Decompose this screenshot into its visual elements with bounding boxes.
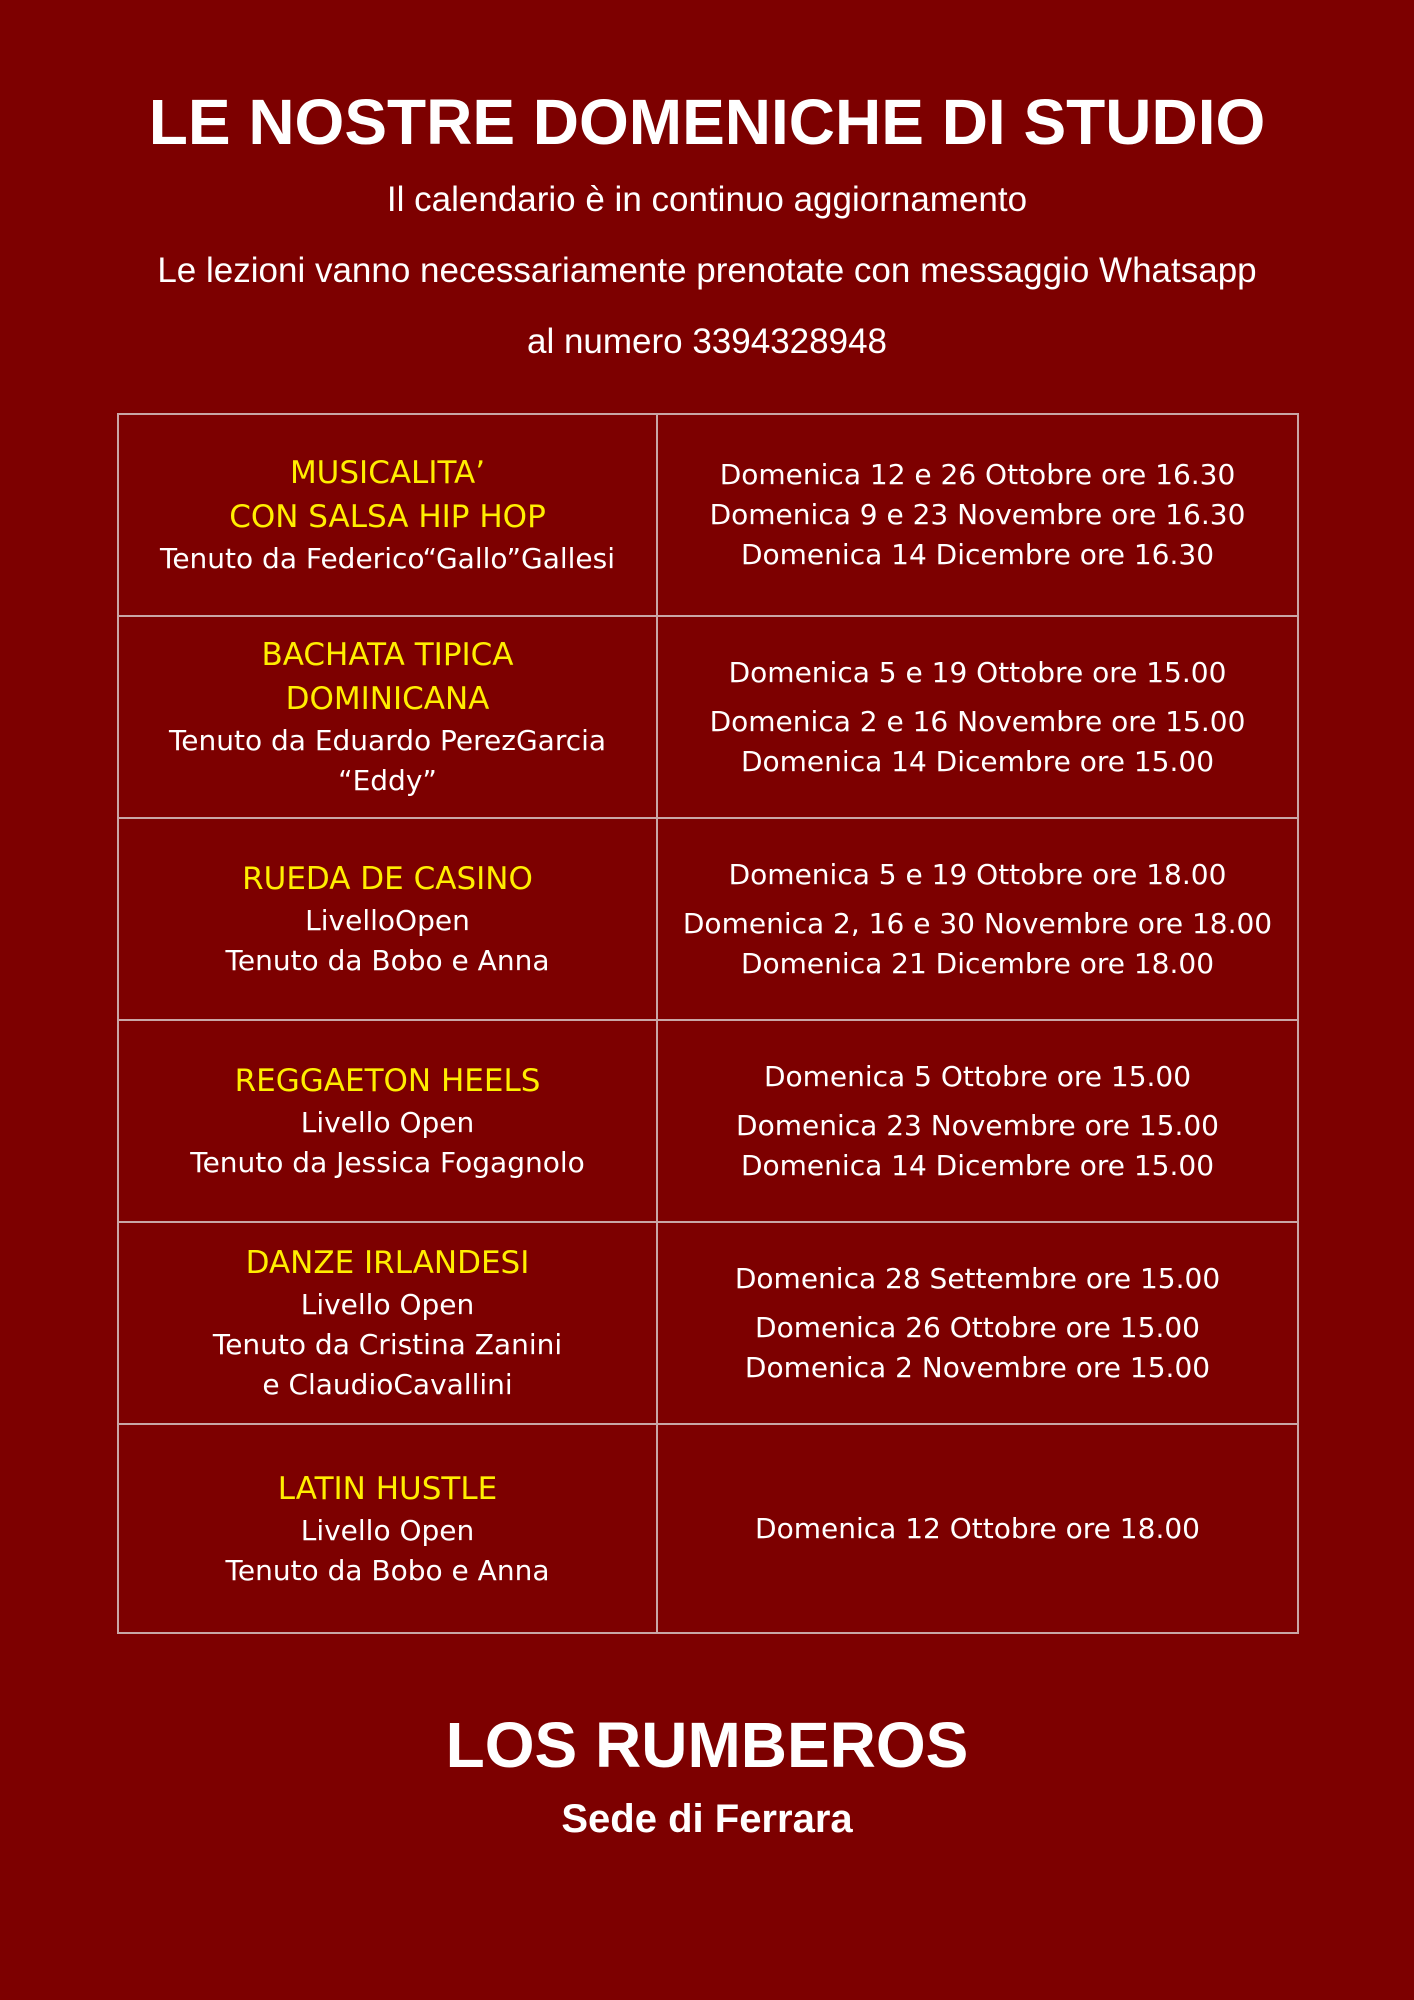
page-header — [0, 82, 1414, 377]
course-name: REGGAETON HEELS — [234, 1063, 541, 1099]
date-entry: Domenica 14 Dicembre ore 15.00 — [740, 1148, 1215, 1182]
course-teacher-2: e ClaudioCavallini — [262, 1368, 513, 1401]
date-entry: Domenica 2 e 16 Novembre ore 15.00 — [709, 704, 1246, 738]
dates-cell — [657, 1424, 1298, 1633]
dates-cell — [657, 616, 1298, 818]
course-teacher: Tenuto da Bobo e Anna — [225, 944, 550, 977]
course-cell — [118, 818, 657, 1020]
brand-location: Sede di Ferrara — [561, 1797, 853, 1841]
course-cell — [118, 616, 657, 818]
date-entry: Domenica 14 Dicembre ore 15.00 — [740, 744, 1215, 778]
course-teacher-nickname: “Eddy” — [338, 764, 437, 797]
date-entry: Domenica 2 Novembre ore 15.00 — [744, 1350, 1211, 1384]
date-entry: Domenica 5 e 19 Ottobre ore 18.00 — [728, 857, 1227, 891]
table-row — [118, 1424, 1298, 1633]
table-row — [118, 414, 1298, 616]
course-teacher: Tenuto da Cristina Zanini — [212, 1328, 563, 1361]
table-row — [118, 1222, 1298, 1424]
dates-cell — [657, 1020, 1298, 1222]
date-entry: Domenica 14 Dicembre ore 16.30 — [740, 538, 1215, 571]
course-teacher: Tenuto da Eduardo PerezGarcia — [168, 724, 607, 757]
date-entry: Domenica 5 e 19 Ottobre ore 15.00 — [728, 655, 1227, 689]
date-entry: Domenica 12 Ottobre ore 18.00 — [755, 1511, 1200, 1545]
date-entry: Domenica 23 Novembre ore 15.00 — [736, 1108, 1219, 1142]
page-footer — [0, 1705, 1414, 1847]
course-name: BACHATA TIPICA DOMINICANA — [261, 637, 514, 717]
dates-cell — [657, 1222, 1298, 1424]
date-entry: Domenica 28 Settembre ore 15.00 — [734, 1261, 1221, 1295]
date-entry: Domenica 26 Ottobre ore 15.00 — [755, 1310, 1200, 1344]
table-row — [118, 1020, 1298, 1222]
course-level: Livello Open — [300, 1106, 475, 1139]
course-cell — [118, 414, 657, 616]
course-cell — [118, 1424, 657, 1633]
booking-note: Le lezioni vanno necessariamente prenotate con messaggio Whatsapp — [157, 251, 1257, 290]
course-teacher: Tenuto da Jessica Fogagnolo — [190, 1146, 585, 1179]
course-cell — [118, 1020, 657, 1222]
course-name: MUSICALITA’ CON SALSA HIP HOP — [229, 455, 546, 535]
course-level: Livello Open — [300, 1288, 475, 1321]
dates-cell — [657, 414, 1298, 616]
schedule-table — [117, 413, 1299, 1634]
course-teacher: Tenuto da Bobo e Anna — [225, 1553, 550, 1587]
date-entry: Domenica 21 Dicembre ore 18.00 — [740, 946, 1215, 980]
course-level: LivelloOpen — [305, 904, 470, 937]
table-row — [118, 616, 1298, 818]
brand-name: LOS RUMBEROS — [445, 1709, 969, 1781]
date-entry: Domenica 5 Ottobre ore 15.00 — [763, 1059, 1192, 1093]
course-level: Livello Open — [300, 1513, 475, 1547]
date-entry: Domenica 2, 16 e 30 Novembre ore 18.00 — [682, 906, 1273, 940]
dates-cell — [657, 818, 1298, 1020]
course-name: LATIN HUSTLE — [277, 1470, 498, 1507]
table-row — [118, 818, 1298, 1020]
date-entry: Domenica 9 e 23 Novembre ore 16.30 — [709, 498, 1246, 531]
course-name: RUEDA DE CASINO — [242, 861, 533, 897]
course-teacher: Tenuto da Federico“Gallo”Gallesi — [159, 542, 616, 575]
course-cell — [118, 1222, 657, 1424]
page-title: LE NOSTRE DOMENICHE DI STUDIO — [148, 86, 1266, 158]
calendar-note: Il calendario è in continuo aggiornamento — [386, 180, 1028, 219]
course-name: DANZE IRLANDESI — [245, 1245, 530, 1281]
date-entry: Domenica 12 e 26 Ottobre ore 16.30 — [719, 458, 1236, 491]
phone-number-note: al numero 3394328948 — [526, 322, 887, 361]
